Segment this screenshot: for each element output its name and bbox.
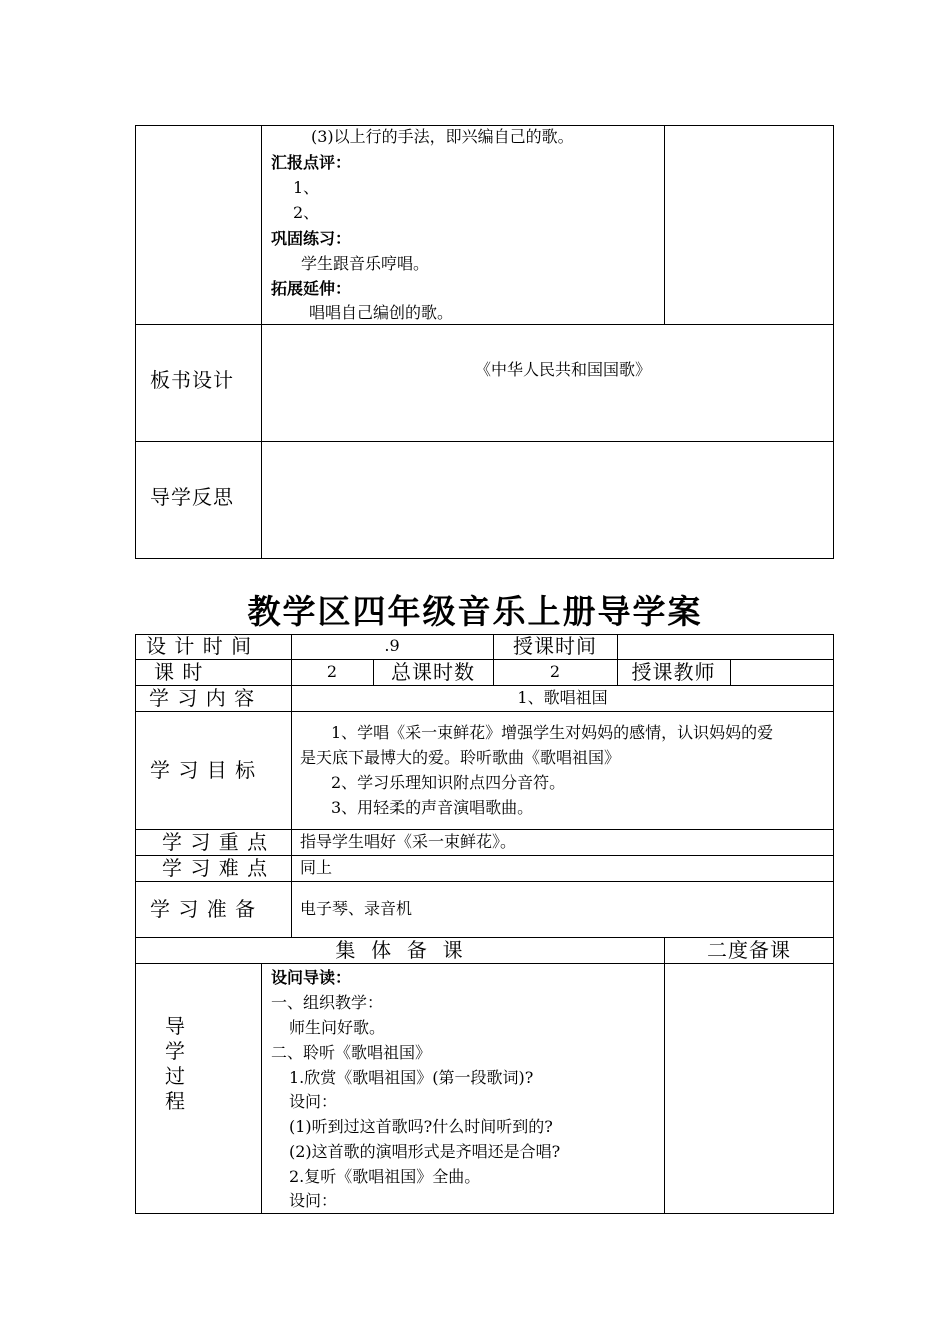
process-line: (1)听到过这首歌吗?什么时间听到的? <box>289 1117 553 1136</box>
key-point-label: 学 习 重 点 <box>162 830 269 854</box>
period-value: 2 <box>326 662 338 681</box>
total-periods-value: 2 <box>549 662 561 681</box>
table-col-divider <box>664 937 665 1214</box>
process-line: 唱唱自己编创的歌。 <box>309 303 454 322</box>
difficulty-value: 同上 <box>300 858 333 877</box>
learning-content-label: 学 习 内 容 <box>149 686 256 710</box>
process-heading: 拓展延伸： <box>271 279 352 298</box>
top-table <box>135 125 834 559</box>
process-line: 师生问好歌。 <box>289 1018 386 1037</box>
preparation-value: 电子琴、录音机 <box>300 899 413 918</box>
goal-line: 是天底下最博大的爱。聆听歌曲《歌唱祖国》 <box>300 748 621 767</box>
process-heading: 汇报点评： <box>271 153 352 172</box>
process-label-char: 程 <box>165 1089 186 1113</box>
preparation-label: 学 习 准 备 <box>150 897 257 921</box>
top-table-divider <box>664 125 665 325</box>
process-line: (3)以上行的手法，即兴编自己的歌。 <box>311 127 574 146</box>
process-line: 设问： <box>289 1191 338 1210</box>
process-line: 2、 <box>293 203 320 222</box>
process-heading: 巩固练习： <box>271 229 352 248</box>
document-title: 教学区四年级音乐上册导学案 <box>247 592 703 631</box>
key-point-value: 指导学生唱好《采一束鲜花》。 <box>300 832 517 851</box>
process-heading: 设问导读： <box>271 968 352 987</box>
goal-line: 1、学唱《采一束鲜花》增强学生对妈妈的感情，认识妈妈的爱 <box>331 723 774 742</box>
period-label: 课 时 <box>154 660 204 684</box>
teacher-label: 授课教师 <box>631 660 716 684</box>
learning-content-value: 1、歌唱祖国 <box>517 688 608 707</box>
table-row-divider <box>135 963 834 964</box>
process-line: 1、 <box>293 178 320 197</box>
process-line: 设问： <box>289 1092 338 1111</box>
process-label-char: 过 <box>165 1064 186 1088</box>
goal-line: 3、用轻柔的声音演唱歌曲。 <box>331 798 534 817</box>
learning-goals-label: 学 习 目 标 <box>150 758 257 782</box>
board-design-label: 板书设计 <box>150 368 234 392</box>
process-line: 一、组织教学： <box>271 993 384 1012</box>
reflection-label: 导学反思 <box>150 485 234 509</box>
difficulty-label: 学 习 难 点 <box>162 856 269 880</box>
top-table-divider <box>261 125 262 559</box>
board-design-content: 《中华人民共和国国歌》 <box>475 360 652 379</box>
top-table-divider <box>135 324 834 325</box>
goal-line: 2、学习乐理知识附点四分音符。 <box>331 773 566 792</box>
table-col-divider <box>261 963 262 1214</box>
collective-prep-header: 集 体 备 课 <box>335 938 464 962</box>
second-prep-header: 二度备课 <box>707 938 791 962</box>
table-col-divider <box>730 659 731 686</box>
top-table-divider <box>135 441 834 442</box>
process-line: 学生跟音乐哼唱。 <box>301 254 430 273</box>
process-line: (2)这首歌的演唱形式是齐唱还是合唱? <box>289 1142 561 1161</box>
process-label-char: 导 <box>165 1014 186 1038</box>
table-row-divider <box>135 881 834 882</box>
process-line: 1.欣赏《歌唱祖国》(第一段歌词)? <box>289 1068 534 1087</box>
total-periods-label: 总课时数 <box>391 660 475 684</box>
process-line: 2.复听《歌唱祖国》全曲。 <box>289 1167 481 1186</box>
lesson-time-label: 授课时间 <box>513 634 597 658</box>
process-label-char: 学 <box>165 1039 186 1063</box>
design-time-value: .9 <box>384 636 400 655</box>
process-line: 二、聆听《歌唱祖国》 <box>271 1043 432 1062</box>
table-row-divider <box>135 711 834 712</box>
design-time-label: 设 计 时 间 <box>146 634 253 658</box>
